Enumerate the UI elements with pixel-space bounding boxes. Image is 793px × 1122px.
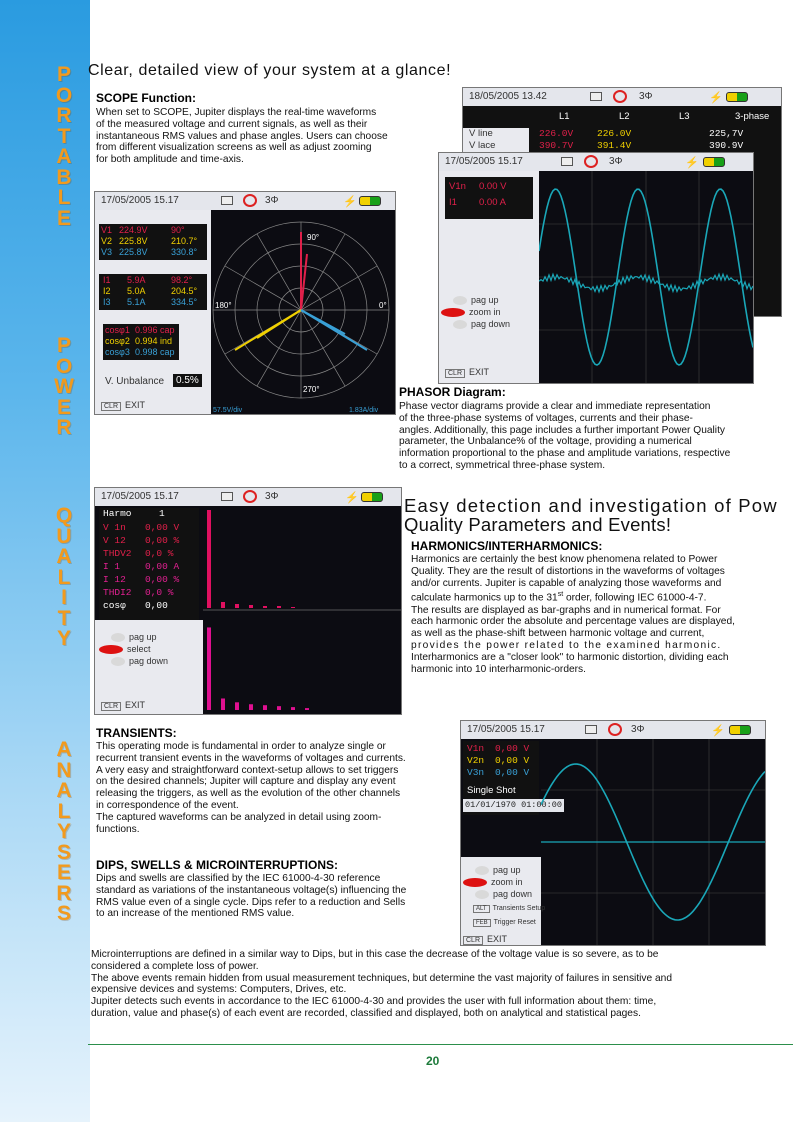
scope-title: SCOPE Function:: [96, 91, 196, 105]
text-line: parameter, the Unbalance% of the voltage, providing a numerical: [399, 436, 692, 448]
sidebar-letter: E: [56, 206, 71, 230]
text-line: recurrent transient events in the waveforms of voltages and currents.: [96, 752, 406, 764]
table-col-header: [463, 106, 782, 128]
clr-key: CLR: [445, 369, 465, 378]
sidebar-word-power: [52, 336, 76, 439]
scope-ch-label: I1: [449, 197, 457, 208]
exit-control[interactable]: [445, 367, 489, 377]
phasor-left-panel: [95, 210, 211, 415]
text-line: The above events remain hidden from usual measurement techniques, but determine the vast majority of failures in sensitive and: [91, 972, 672, 984]
col-3phase: 3-phase: [735, 111, 770, 122]
phasor-amp: 225.8V: [119, 247, 148, 257]
feb-key: FEB: [473, 919, 491, 927]
harmo-row-value: 0,00 %: [145, 574, 180, 585]
text-line: on the desired channels; Jupiter will capture and display any event: [96, 776, 396, 788]
phasor-amp: 225.8V: [119, 236, 148, 246]
screen-date: 17/05/2005 15.17: [445, 156, 523, 167]
sidebar-letter: A: [56, 779, 72, 802]
harmonic-bar: [207, 627, 211, 710]
text-line: Interharmonics are a "closer look" to harmonic distortion, dividing each: [411, 651, 729, 663]
phasor-cos-box: [103, 324, 179, 360]
superscript: st: [557, 591, 564, 599]
sidebar-letter: L: [57, 565, 71, 589]
sidebar-letter: S: [56, 902, 71, 925]
phasor-angle: 98.2°: [171, 275, 193, 285]
text-line: considered a complete loss of power.: [91, 960, 259, 972]
harmonics-text: [411, 554, 779, 675]
control-label: pag down: [129, 656, 169, 666]
clr-key: CLR: [101, 702, 121, 711]
text-line: [411, 589, 779, 604]
scope-screen: [438, 152, 754, 384]
col-l3: L3: [679, 111, 690, 122]
cos-name: cosφ3: [105, 347, 130, 357]
cos-name: cosφ1: [105, 325, 130, 335]
harmo-row-value: 0,00 %: [145, 535, 180, 546]
screen-phase: 3Φ: [265, 491, 279, 502]
control-label: zoom in: [469, 307, 501, 317]
text-line: Harmonics are certainly the best know phenomena related to Power: [411, 554, 718, 565]
exit-label: EXIT: [125, 400, 146, 410]
trans-mode: Single Shot: [467, 785, 516, 796]
text-line: Jupiter detects such events in accordance to the IEC 61000-4-30 and provides the user with full information about them: time,: [91, 996, 657, 1008]
transients-setup-control[interactable]: [473, 905, 545, 912]
phasor-angle: 334.5°: [171, 297, 198, 307]
plug-icon: ⚡: [343, 196, 357, 208]
text-line: from different visualization screens as well as adjust zooming: [96, 142, 372, 154]
sidebar-letter: B: [56, 165, 72, 189]
sidebar-letter: O: [55, 354, 73, 378]
trans-ch-value: 0,00 V: [495, 767, 530, 778]
table-value: 391.4V: [597, 140, 632, 151]
sidebar-letter: E: [56, 395, 71, 419]
text-line: instantaneous RMS values and phase angles. Users can choose: [96, 130, 388, 142]
plug-icon: ⚡: [709, 92, 723, 104]
sidebar-gradient: [0, 0, 90, 1122]
heading-line: Easy detection and investigation of Pow: [404, 496, 778, 516]
sidebar-letter: L: [57, 186, 71, 209]
trans-ch-label: V1n: [467, 743, 485, 754]
table-value: 390.9V: [709, 140, 744, 151]
harmo-row-value: 0,00: [145, 600, 168, 611]
phasor-name: V3: [101, 247, 113, 257]
sidebar-word-analysers: [52, 740, 76, 925]
sidebar-letter: T: [57, 606, 71, 630]
screen-phase: 3Φ: [265, 195, 279, 206]
clr-key: CLR: [463, 936, 483, 945]
control-label: Transients Setup: [492, 905, 546, 912]
screen-header: [439, 153, 753, 171]
angle-label-180: 180°: [215, 301, 232, 310]
harmo-row-label: cosφ: [103, 600, 126, 611]
phasor-amp: 5.1A: [127, 297, 146, 307]
scope-ring-icon: [243, 194, 257, 207]
memory-icon: [561, 157, 573, 166]
scope-text: [96, 107, 436, 166]
plug-icon: ⚡: [711, 725, 725, 737]
text-line: releasing the triggers, as well as the evolution of the other channels: [96, 788, 401, 800]
trigger-reset-control[interactable]: [473, 919, 536, 926]
harmo-row-label: THDV2: [103, 548, 132, 559]
text-line: standard as variations of the instantaneous voltage(s) influencing the: [96, 884, 407, 896]
transient-left-panel: [461, 857, 546, 946]
transients-title: TRANSIENTS:: [96, 726, 177, 740]
text-line: of the measured voltage and current signals, as well as their: [96, 118, 368, 130]
harmonics-value-box: [99, 508, 199, 620]
pag-down-control[interactable]: [475, 889, 532, 899]
sidebar-letter: U: [56, 524, 72, 548]
text-line: Dips and swells are classified by the IEC 61000-4-30 reference: [96, 873, 381, 884]
row-label: V line: [469, 128, 493, 139]
plug-icon: ⚡: [345, 492, 359, 504]
sidebar-letter: P: [56, 63, 71, 86]
harmo-row-value: 0,0 %: [145, 587, 174, 598]
battery-icon: [703, 157, 725, 167]
pag-up-control[interactable]: [453, 295, 499, 305]
phasor-amp: 224.9V: [119, 225, 148, 235]
sidebar-letter: I: [61, 586, 67, 609]
text-fragment: order, following IEC 61000-4-7.: [563, 592, 707, 604]
battery-icon: [729, 725, 751, 735]
phasor-voltage-box: [99, 224, 207, 260]
cos-name: cosφ2: [105, 336, 130, 346]
sidebar-letter: O: [55, 83, 73, 107]
phasor-angle: 210.7°: [171, 236, 198, 246]
footer-rule: [88, 1044, 793, 1045]
harmonic-bar: [249, 704, 253, 710]
second-heading: [404, 496, 793, 534]
cos-value: 0.996 cap: [135, 325, 175, 335]
memory-icon: [585, 725, 597, 734]
zoom-in-control[interactable]: [441, 307, 501, 317]
sidebar-letter: R: [56, 416, 72, 439]
col-l2: L2: [619, 111, 630, 122]
trans-ch-value: 0,00 V: [495, 755, 530, 766]
harmonic-bar: [291, 707, 295, 710]
sidebar-letter: W: [54, 375, 74, 398]
table-value: 226.0V: [597, 128, 632, 139]
pag-down-control[interactable]: [453, 319, 510, 329]
scope-waveform: [539, 171, 753, 383]
harmo-title: Harmo: [103, 508, 132, 519]
harmonic-bar: [235, 604, 239, 608]
sidebar-letter: A: [56, 738, 72, 761]
pag-down-control[interactable]: [111, 656, 168, 666]
text-line: When set to SCOPE, Jupiter displays the real-time waveforms: [96, 107, 377, 118]
col-l1: L1: [559, 111, 570, 122]
cos-value: 0.998 cap: [135, 347, 175, 357]
exit-control[interactable]: [101, 700, 145, 710]
sidebar-letter: T: [57, 124, 71, 148]
text-line: Quality. They are the result of distortions in the waveforms of voltages: [411, 565, 725, 577]
harmo-row-value: 0,00 A: [145, 561, 180, 572]
screen-header: [461, 721, 765, 739]
scope-value-box: [445, 177, 533, 219]
harmonic-bar: [263, 705, 267, 710]
harmonics-title: HARMONICS/INTERHARMONICS:: [411, 539, 603, 553]
sidebar-letter: Q: [55, 504, 73, 527]
sidebar-letter: S: [56, 840, 71, 864]
text-line: duration, value and phase(s) of each event are recorded, classified and displayed, both on analytical and statistical pages.: [91, 1007, 641, 1019]
harmo-row-value: 0,00 V: [145, 522, 180, 533]
harmonics-screen: [94, 487, 402, 715]
cos-value: 0.994 ind: [135, 336, 173, 346]
harmo-row-label: THDI2: [103, 587, 132, 598]
text-line: to an increase of the mentioned RMS value.: [96, 908, 295, 920]
text-line: functions.: [96, 823, 140, 835]
control-label: select: [127, 644, 151, 654]
angle-label-90: 90°: [307, 233, 320, 242]
sidebar-letter: Y: [56, 627, 71, 650]
sidebar-word-portable: [52, 65, 76, 229]
text-line: and/or currents. Jupiter is capable of analyzing those waveforms and: [411, 577, 722, 589]
trans-ch-label: V2n: [467, 755, 485, 766]
phasor-angle: 204.5°: [171, 286, 198, 296]
harmonic-bar: [263, 606, 267, 608]
screen-date: 17/05/2005 15.17: [101, 195, 179, 206]
scope-ch-value: 0.00 A: [479, 197, 506, 208]
scale-volts: 57.5V/div: [213, 407, 243, 414]
text-line: A very easy and straightforward context-setup allows to set triggers: [96, 764, 399, 776]
pag-up-control[interactable]: [111, 632, 157, 642]
scope-ring-icon: [584, 155, 598, 168]
transient-waveform: [541, 739, 765, 945]
text-line: RMS value even of a single cycle. Dips refer to a reduction and Sells: [96, 896, 406, 908]
plug-icon: ⚡: [685, 157, 699, 169]
scope-ch-label: V1n: [449, 181, 466, 192]
harmo-row-label: I 1: [103, 561, 121, 572]
control-label: pag up: [129, 632, 157, 642]
screen-date: 18/05/2005 13.42: [469, 91, 547, 102]
battery-icon: [726, 92, 748, 102]
exit-control[interactable]: [101, 400, 145, 410]
harmonic-bar: [221, 698, 225, 710]
harmo-row-label: I 12: [103, 574, 126, 585]
battery-icon: [359, 196, 381, 206]
exit-label: EXIT: [125, 700, 146, 710]
phasor-name: V2: [101, 236, 113, 246]
phasor-name: V1: [101, 225, 113, 235]
scope-left-panel: [439, 171, 539, 384]
angle-label-0: 0°: [379, 301, 387, 310]
text-line: as well as the phase-shift between harmonic voltage and current,: [411, 628, 705, 640]
text-line: each harmonic order the absolute and percentage values are displayed,: [411, 616, 735, 628]
transients-text: [96, 741, 458, 835]
text-line: Microinterruptions are defined in a similar way to Dips, but in this case the decrease of the voltage value is so severe, as to be: [91, 949, 659, 960]
harmonic-bar: [235, 702, 239, 710]
harmo-row-value: 0,0 %: [145, 548, 174, 559]
phasor-i2-vector: [257, 310, 301, 338]
memory-icon: [221, 492, 233, 501]
text-line: The captured waveforms can be analyzed in detail using zoom-: [96, 811, 382, 823]
text-line: harmonic into 10 interharmonic-orders.: [411, 663, 586, 675]
scope-ring-icon: [608, 723, 622, 736]
text-fragment: calculate harmonics up to the 31: [411, 592, 558, 604]
phasor-amp: 5.0A: [127, 286, 146, 296]
unbalance-label: V. Unbalance: [105, 376, 165, 387]
battery-icon: [361, 492, 383, 502]
memory-icon: [590, 92, 602, 101]
harmonics-left-panel: [95, 620, 203, 715]
exit-label: EXIT: [487, 934, 508, 944]
dips-title: DIPS, SWELLS & MICROINTERRUPTIONS:: [96, 858, 339, 872]
trans-ch-value: 0,00 V: [495, 743, 530, 754]
harmonic-bar: [291, 607, 295, 608]
harmonic-bar: [277, 606, 281, 608]
text-line: expensive devices and systems: Computers, Drives, etc.: [91, 984, 347, 996]
exit-label: EXIT: [469, 367, 490, 377]
text-line: This operating mode is fundamental in order to analyze single or: [96, 741, 386, 752]
text-line: information proportional to the phase and amplitude variations, respective: [399, 448, 731, 460]
screen-header: [95, 192, 395, 210]
scope-ch-value: 0.00 V: [479, 181, 507, 192]
text-line: angles. Additionally, this page includes a further important Power Quality: [399, 424, 725, 436]
sidebar-letter: L: [57, 799, 71, 823]
table-value: 390.7V: [539, 140, 574, 151]
text-line: in correspondence of the event.: [96, 799, 239, 811]
text-line: of the three-phase systems of voltages, currents and their phase-: [399, 412, 693, 424]
phasor-name: I2: [103, 286, 111, 296]
text-line: The results are displayed as bar-graphs and in numerical format. For: [411, 604, 721, 616]
control-label: pag down: [493, 889, 533, 899]
phasor-angle: 330.8°: [171, 247, 198, 257]
phasor-name: I1: [103, 275, 111, 285]
screen-header: [463, 88, 781, 106]
main-heading: Clear, detailed view of your system at a glance!: [88, 62, 452, 79]
pag-up-control[interactable]: [475, 865, 521, 875]
row-label: V lace: [469, 140, 496, 151]
scope-ring-icon: [243, 490, 257, 503]
sidebar-letter: R: [56, 881, 72, 905]
harmonic-bar: [207, 510, 211, 608]
harmonic-bar: [221, 602, 225, 608]
harmonic-bar: [277, 706, 281, 710]
sidebar-letter: P: [56, 334, 71, 357]
control-label: pag up: [493, 865, 521, 875]
phasor-amp: 5.9A: [127, 275, 146, 285]
heading-line: Quality Parameters and Events!: [404, 514, 672, 534]
phasor-diagram: [211, 210, 395, 415]
sidebar-letter: A: [56, 145, 72, 168]
transient-value-box: [463, 741, 562, 815]
phasor-screen: [94, 191, 396, 415]
control-label: pag up: [471, 295, 499, 305]
zoom-in-control[interactable]: [463, 877, 523, 887]
scale-amps: 1.83A/div: [349, 407, 379, 414]
table-value: 225,7V: [709, 128, 744, 139]
sidebar-letter: A: [56, 545, 72, 568]
phasor-name: I3: [103, 297, 111, 307]
screen-phase: 3Φ: [631, 724, 645, 735]
scope-ring-icon: [613, 90, 627, 103]
sidebar-letter: E: [56, 861, 71, 884]
screen-phase: 3Φ: [609, 156, 623, 167]
harmo-order: 1: [159, 508, 165, 519]
screen-date: 17/05/2005 15.17: [101, 491, 179, 502]
text-line: provides the power related to the examined harmonic.: [411, 639, 722, 651]
alt-key: ALT: [473, 905, 490, 913]
trans-timestamp: 01/01/1970 01:00:00: [465, 800, 562, 810]
text-line: to a correct, symmetrical three-phase system.: [399, 459, 606, 471]
dips-text: [96, 873, 458, 920]
harmo-row-label: V 1n: [103, 522, 126, 533]
transient-screen: [460, 720, 766, 946]
sidebar-letter: R: [56, 104, 72, 127]
phasor-angle: 90°: [171, 225, 185, 235]
exit-control[interactable]: [463, 934, 507, 944]
control-label: Trigger Reset: [493, 919, 536, 926]
harmonics-bargraph: [203, 506, 401, 714]
memory-icon: [221, 196, 233, 205]
trans-ch-label: V3n: [467, 767, 485, 778]
phasor-text: [399, 401, 767, 472]
text-line: Phase vector diagrams provide a clear and immediate representation: [399, 401, 711, 412]
screen-phase: 3Φ: [639, 91, 653, 102]
angle-label-270: 270°: [303, 385, 320, 394]
page-number: 20: [426, 1054, 440, 1068]
sidebar-letter: Y: [56, 820, 71, 843]
clr-key: CLR: [101, 402, 121, 411]
harmo-row-label: V 12: [103, 535, 126, 546]
text-line: for both amplitude and time-axis.: [96, 154, 244, 166]
unbalance-value: 0.5%: [173, 374, 202, 387]
control-label: zoom in: [491, 877, 523, 887]
sidebar-word-quality: [52, 506, 76, 650]
screen-date: 17/05/2005 15.17: [467, 724, 545, 735]
select-control[interactable]: [99, 644, 151, 654]
bottom-text: [91, 949, 791, 1020]
harmonic-bar: [249, 605, 253, 608]
sidebar-letter: N: [56, 758, 72, 782]
control-label: pag down: [471, 319, 511, 329]
screen-header: [95, 488, 401, 506]
table-value: 226.0V: [539, 128, 574, 139]
phasor-current-box: [99, 274, 207, 310]
harmonic-bar: [305, 708, 309, 710]
phasor-title: PHASOR Diagram:: [399, 385, 506, 399]
